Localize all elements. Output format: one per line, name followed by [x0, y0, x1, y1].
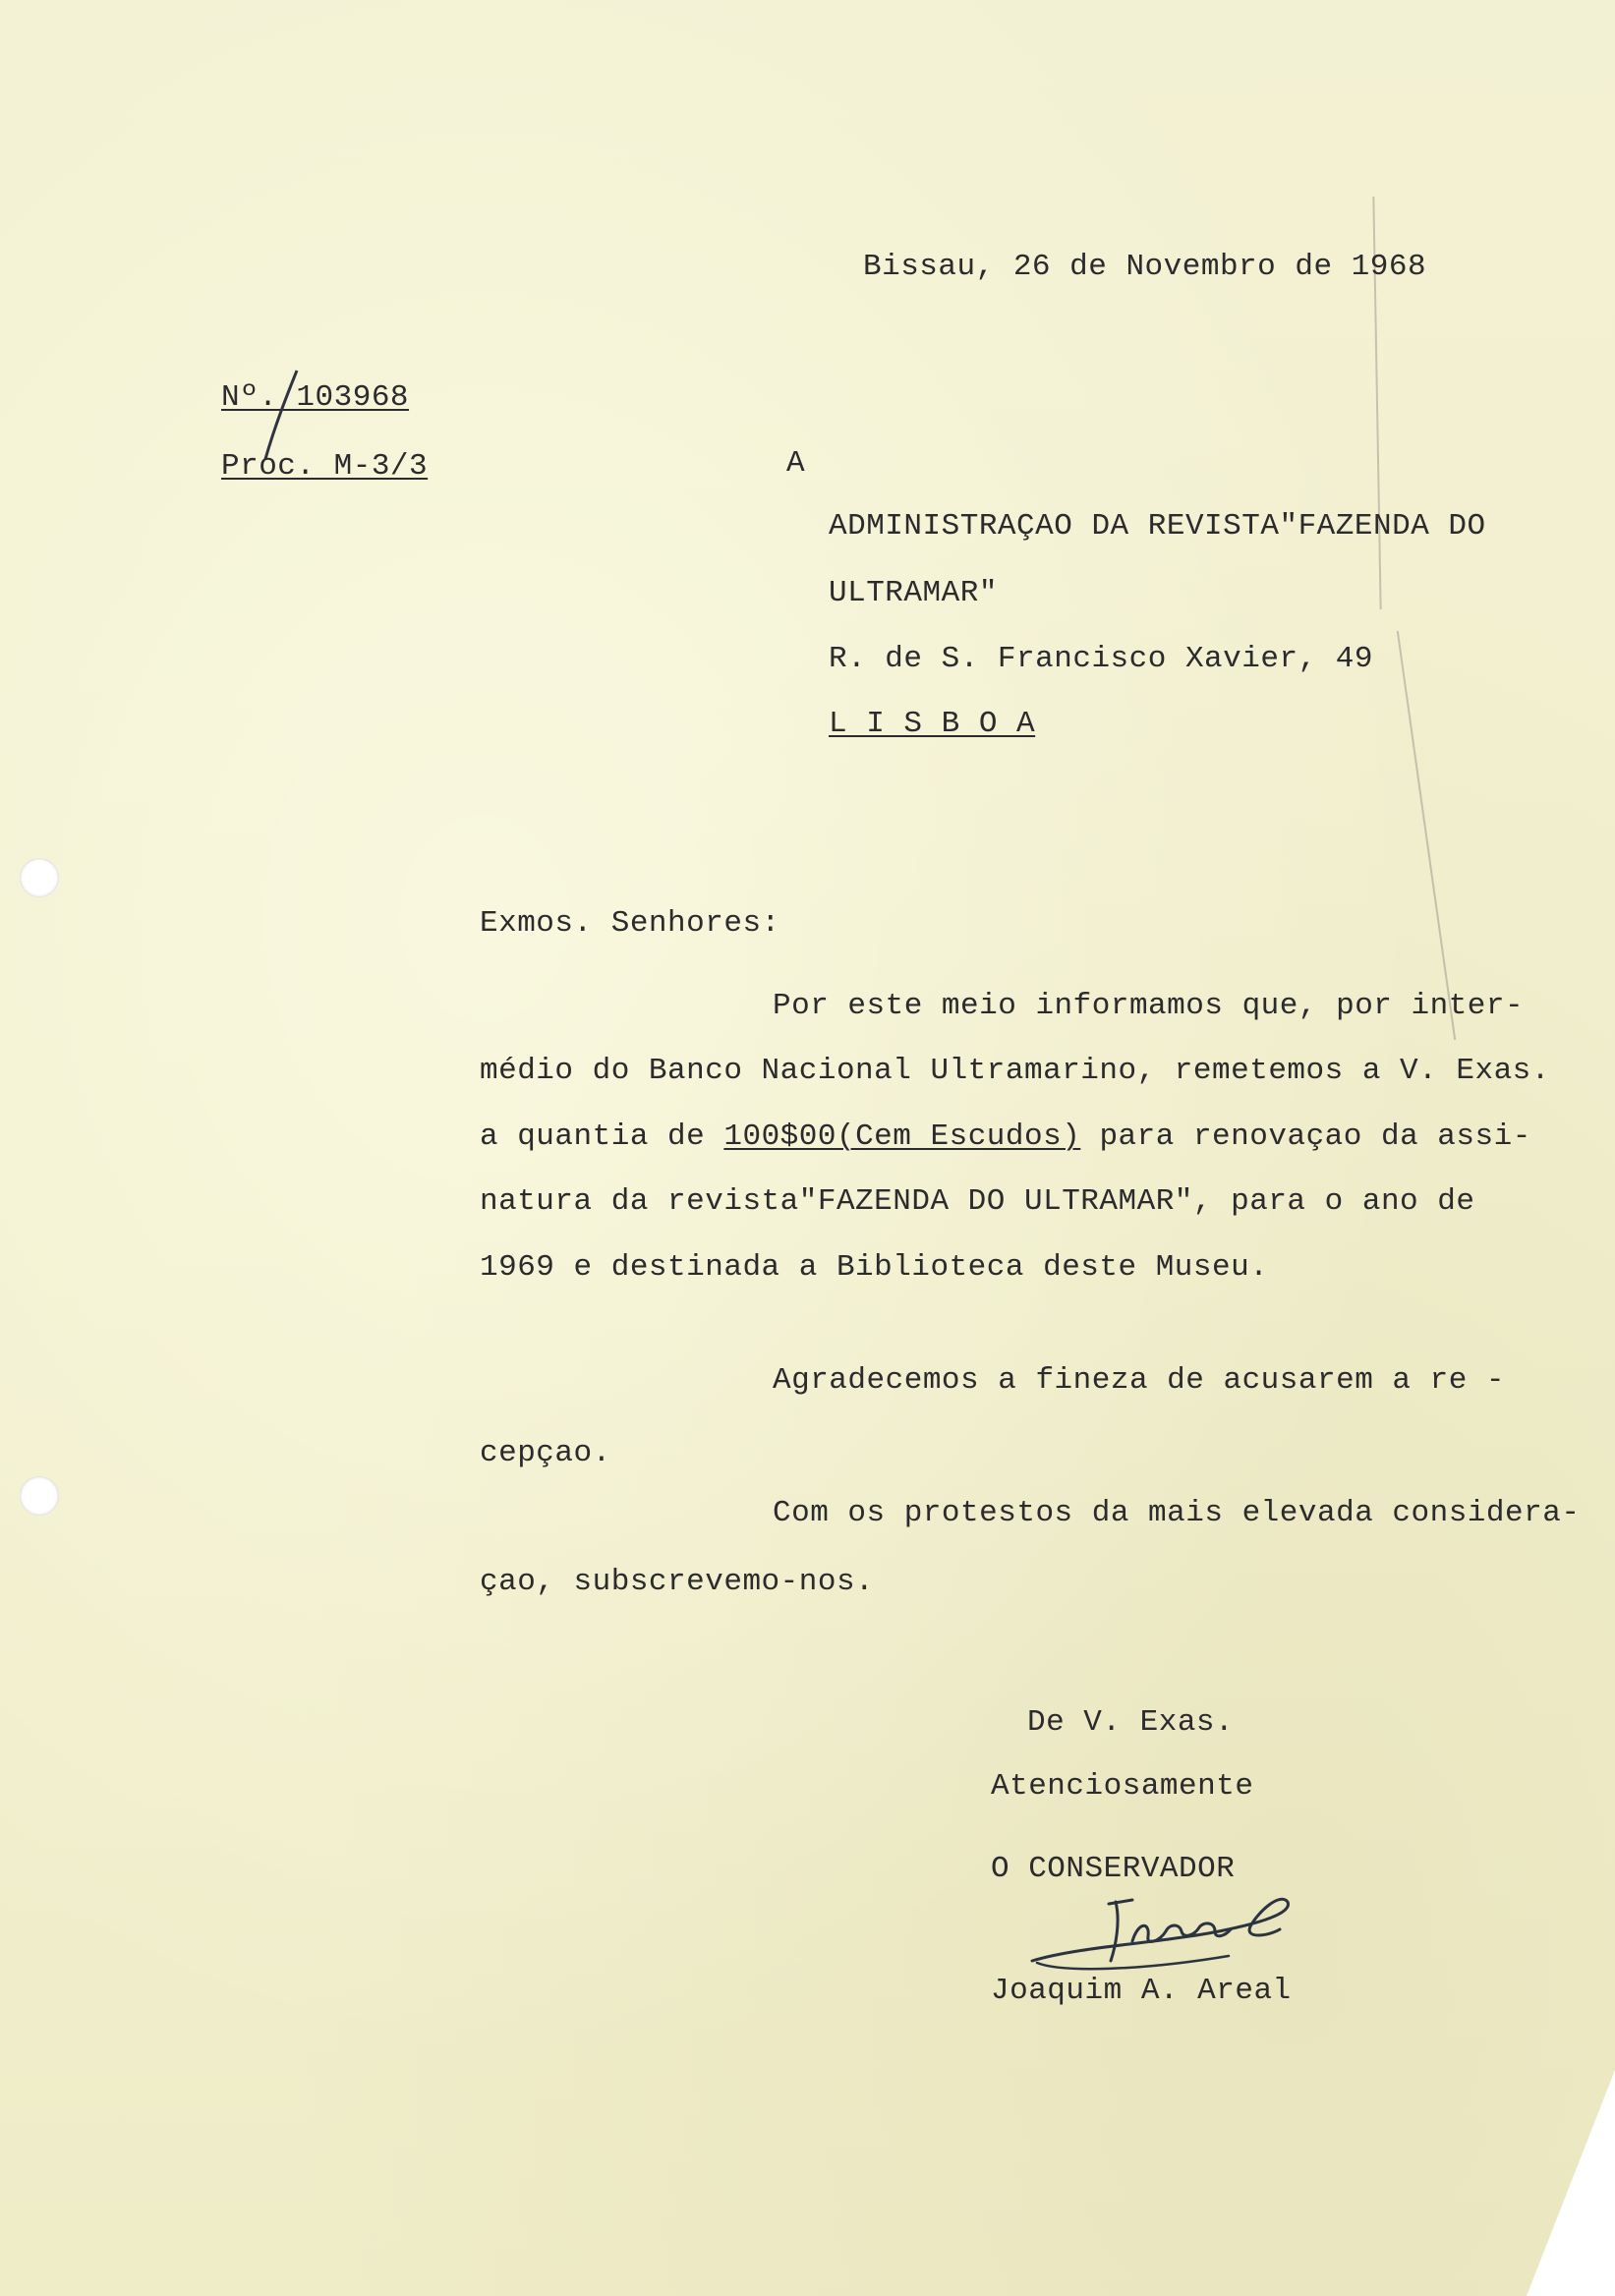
closing-title: O CONSERVADOR: [991, 1852, 1236, 1886]
body-text: para renovaçao da assi-: [1099, 1119, 1531, 1154]
body-line: [480, 1121, 1531, 1152]
body-line: médio do Banco Nacional Ultramarino, remetemos a V. Exas.: [480, 1054, 1550, 1088]
closing-line: De V. Exas.: [1027, 1705, 1235, 1740]
handwritten-signature: [1022, 1892, 1317, 1985]
body-line: Por este meio informamos que, por inter-: [773, 989, 1525, 1023]
recipient-name-line2: ULTRAMAR": [829, 576, 998, 610]
recipient-city: L I S B O A: [829, 707, 1036, 741]
body-text: a quantia de: [480, 1119, 706, 1154]
body-line: 1969 e destinada a Biblioteca deste Museu.: [480, 1250, 1269, 1285]
date-line: Bissau, 26 de Novembro de 1968: [863, 250, 1427, 284]
recipient-to: A: [786, 446, 806, 481]
punch-hole-bottom: [20, 1476, 59, 1516]
recipient-address: R. de S. Francisco Xavier, 49: [829, 642, 1373, 676]
body-line: çao, subscrevemo-nos.: [480, 1565, 875, 1599]
reference-number: Nº. 103968: [221, 380, 410, 415]
punch-hole-top: [20, 858, 59, 897]
process-reference: Proc. M-3/3: [221, 449, 429, 484]
body-line: natura da revista"FAZENDA DO ULTRAMAR", para o ano de: [480, 1184, 1475, 1219]
paper-crease: [1397, 631, 1456, 1040]
body-line: cepçao.: [480, 1436, 611, 1470]
recipient-name-line1: ADMINISTRAÇAO DA REVISTA"FAZENDA DO: [829, 509, 1486, 544]
body-line: Agradecemos a fineza de acusarem a re -: [773, 1363, 1506, 1398]
amount: 100$00(Cem Escudos): [723, 1119, 1081, 1154]
folded-corner: [1527, 2070, 1615, 2296]
body-line: Com os protestos da mais elevada considera-: [773, 1496, 1581, 1530]
closing-line: Atenciosamente: [991, 1769, 1254, 1804]
salutation: Exmos. Senhores:: [480, 906, 780, 941]
signatory-name: Joaquim A. Areal: [991, 1974, 1292, 2008]
